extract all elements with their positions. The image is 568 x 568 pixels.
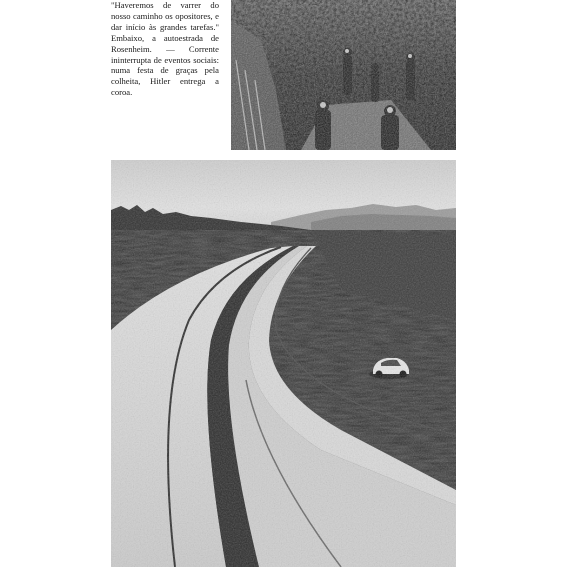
crowd-photo <box>231 0 456 150</box>
autobahn-photo <box>111 160 456 567</box>
photo-caption: "Haveremos de varrer do nosso caminho os opositores, e dar início às grandes tarefas." Embaixo, a autoestrada de Rosenheim. — Corrente ininterrupta de eventos sociais: numa festa de graças pela colheita, Hitler entrega a coroa. <box>111 0 219 98</box>
